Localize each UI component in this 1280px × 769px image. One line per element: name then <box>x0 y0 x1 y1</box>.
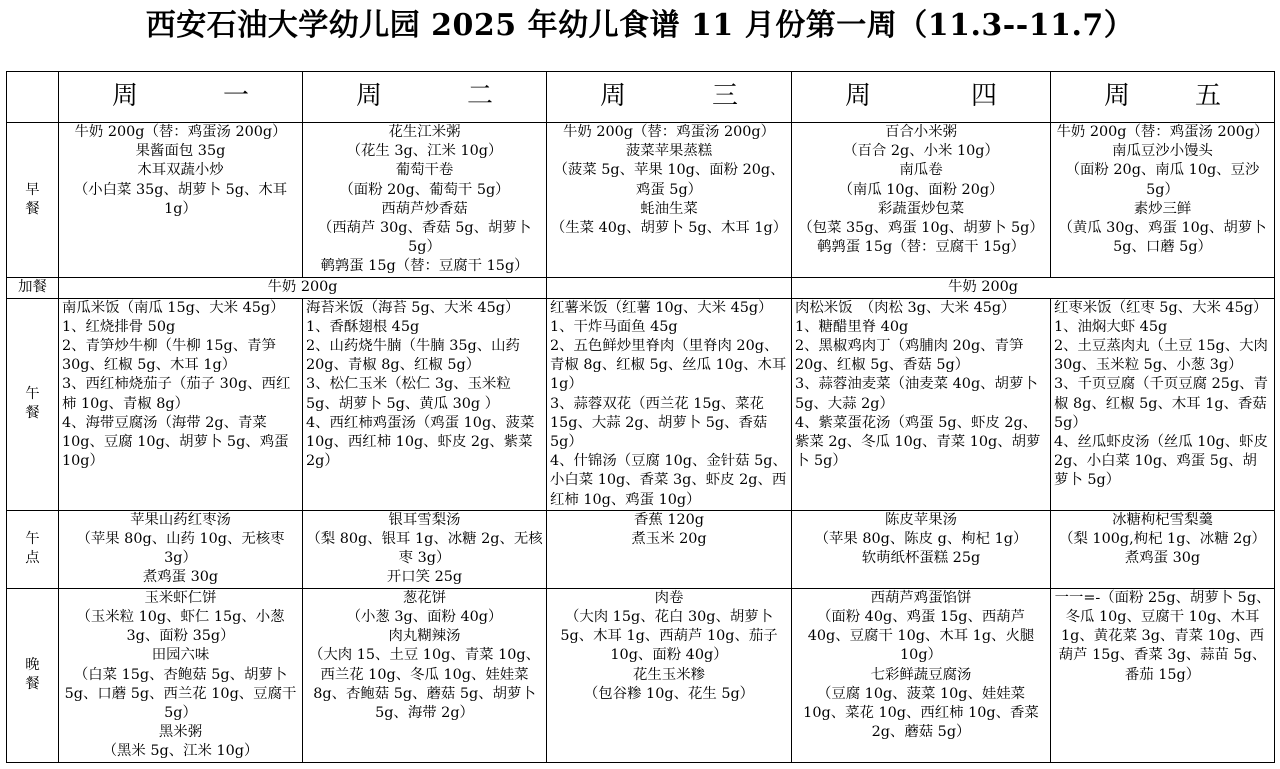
menu-line: 肉丸糊辣汤 <box>388 628 461 645</box>
menu-line: 1、糖醋里脊 40g <box>795 318 909 335</box>
menu-line: 牛奶 200g（替：鸡蛋汤 200g） <box>562 124 776 140</box>
menu-line: 田园六味 <box>151 647 210 664</box>
menu-line: 果酱面包 35g <box>135 143 226 160</box>
menu-line: （面粉 20g、葡萄干 5g） <box>339 181 510 198</box>
meal-label-char: 点 <box>25 550 40 567</box>
menu-line: 银耳雪梨汤 <box>388 511 461 528</box>
menu-line: 1、油焖大虾 45g <box>1054 318 1168 335</box>
menu-line: 鹌鹑蛋 15g（替：豆腐干 15g） <box>320 258 529 275</box>
meal-label-char: 早 <box>25 181 40 198</box>
menu-line: 鹌鹑蛋 15g（替：豆腐干 15g） <box>816 239 1026 256</box>
menu-line: 3、蒜蓉双花（西兰花 15g、菜花 15g、大蒜 2g、胡萝卜 5g、香菇 5g） <box>550 395 768 451</box>
menu-line: 2、五色鲜炒里脊肉（里脊肉 20g、青椒 8g、红椒 5g、丝瓜 10g、木耳 1g） <box>550 338 787 393</box>
page-title: 西安石油大学幼儿园 2025 年幼儿食谱 11 月份第一周（11.3--11.7） <box>145 8 1135 43</box>
menu-line: 南瓜卷 <box>899 162 943 179</box>
menu-line: 肉卷 <box>654 589 684 606</box>
meal-label-char: 午 <box>25 531 40 548</box>
menu-line: 菠菜苹果蒸糕 <box>625 143 713 160</box>
menu-line: 3、蒜蓉油麦菜（油麦菜 40g、胡萝卜 5g、大蒜 2g） <box>795 376 1038 412</box>
menu-line: 煮鸡蛋 30g <box>142 569 219 586</box>
day-char: 二 <box>466 81 493 112</box>
lunch-cell <box>303 298 547 510</box>
menu-line: 西葫芦鸡蛋馅饼 <box>870 589 972 606</box>
day-char: 一 <box>222 81 249 112</box>
dinner-cell <box>303 588 547 762</box>
menu-line: 3、西红柿烧茄子（茄子 30g、西红柿 10g、青椒 8g） <box>62 376 291 412</box>
day-char: 周 <box>600 81 627 112</box>
day-char: 周 <box>112 81 139 112</box>
lunch-cell <box>792 298 1051 510</box>
day-header-thu <box>792 72 1051 123</box>
day-char: 三 <box>711 81 738 112</box>
menu-line: 1、红烧排骨 50g <box>62 318 176 335</box>
lunch-cell <box>547 298 792 510</box>
day-header-wed <box>547 72 792 123</box>
menu-line: （小白菜 35g、胡萝卜 5g、木耳 1g） <box>73 181 288 217</box>
menu-line: 4、丝瓜虾皮汤（丝瓜 10g、虾皮 2g、小白菜 10g、鸡蛋 5g、胡萝卜 5g） <box>1054 434 1268 489</box>
day-char: 周 <box>1104 81 1131 112</box>
meal-label-char: 餐 <box>25 405 40 422</box>
addmeal-cell-thu-fri <box>792 277 1275 298</box>
menu-line: 海苔米饭（海苔 5g、大米 45g） <box>306 299 520 316</box>
menu-line: 香蕉 120g <box>633 511 705 528</box>
menu-line: 2、青笋炒牛柳（牛柳 15g、青笋 30g、红椒 5g、木耳 1g） <box>62 338 276 374</box>
menu-line: （大肉 15g、花白 30g、胡萝卜 5g、木耳 1g、西葫芦 10g、茄子 10g、面粉 40g） <box>560 609 778 664</box>
menu-line: 陈皮苹果汤 <box>885 511 957 528</box>
menu-line: 南瓜米饭（南瓜 15g、大米 45g） <box>62 299 285 316</box>
menu-line: 蚝油生菜 <box>640 200 698 217</box>
menu-line: 2、土豆蒸肉丸（土豆 15g、大肉 30g、玉米粒 5g、小葱 3g） <box>1054 338 1268 374</box>
menu-line: 彩蔬蛋炒包菜 <box>877 200 965 217</box>
menu-line: 1、干炸马面鱼 45g <box>550 318 678 335</box>
menu-line: （包菜 35g、鸡蛋 10g、胡萝卜 5g） <box>798 220 1044 237</box>
meal-label-char: 餐 <box>25 200 40 217</box>
menu-line: （面粉 20g、南瓜 10g、豆沙 5g） <box>1065 162 1260 198</box>
menu-line: 冰糖枸杞雪梨羹 <box>1112 511 1213 528</box>
breakfast-cell <box>792 123 1051 278</box>
meal-label-snack <box>7 510 59 588</box>
menu-line: 素炒三鲜 <box>1133 200 1192 217</box>
menu-line: （西葫芦 30g、香菇 5g、胡萝卜 5g） <box>317 220 532 256</box>
day-char: 周 <box>356 81 383 112</box>
breakfast-row <box>7 123 1275 278</box>
breakfast-cell <box>1051 123 1275 278</box>
menu-line: 3、松仁玉米（松仁 3g、玉米粒 5g、胡萝卜 5g、黄瓜 30g ） <box>306 376 511 412</box>
snack-cell <box>547 510 792 588</box>
menu-line: 4、什锦汤（豆腐 10g、金针菇 5g、小白菜 10g、香菜 3g、虾皮 2g、西红柿 10g、鸡蛋 10g） <box>550 453 787 508</box>
menu-line: （包谷糁 10g、花生 5g） <box>583 685 755 702</box>
menu-line: 红薯米饭（红薯 10g、大米 45g） <box>550 299 773 316</box>
dinner-cell <box>792 588 1051 762</box>
menu-line: 花生玉米糁 <box>633 666 705 683</box>
breakfast-cell <box>547 123 792 278</box>
menu-line: 七彩鲜蔬豆腐汤 <box>870 666 972 683</box>
menu-line: 西葫芦炒香菇 <box>381 200 468 217</box>
menu-line: （苹果 80g、山药 10g、无核枣 3g） <box>76 531 285 567</box>
dinner-cell <box>547 588 792 762</box>
menu-line: 2、黑椒鸡肉丁（鸡脯肉 20g、青笋 20g、红椒 5g、香菇 5g） <box>795 338 1024 374</box>
dinner-row <box>7 588 1275 762</box>
menu-line: 2、山药烧牛腩（牛腩 35g、山药 20g、青椒 8g、红椒 5g） <box>306 338 520 374</box>
menu-line: （白菜 15g、杏鲍菇 5g、胡萝卜 5g、口蘑 5g、西兰花 10g、豆腐干 5g） <box>64 666 297 722</box>
menu-line: （南瓜 10g、面粉 20g） <box>838 181 1004 198</box>
menu-line: 4、海带豆腐汤（海带 2g、青菜 10g、豆腐 10g、胡萝卜 5g、鸡蛋 10g） <box>62 414 289 470</box>
breakfast-cell <box>59 123 303 278</box>
meal-label-lunch <box>7 298 59 510</box>
dinner-cell <box>59 588 303 762</box>
menu-line: 花生江米粥 <box>388 124 461 140</box>
menu-line: 苹果山药红枣汤 <box>130 511 231 528</box>
addmeal-cell-mon-tue: 牛奶 200g <box>59 277 547 298</box>
snack-cell <box>792 510 1051 588</box>
menu-line: （梨 100g,枸杞 1g、冰糖 2g） <box>1059 531 1266 548</box>
menu-table <box>6 71 1275 763</box>
menu-line: 玉米虾仁饼 <box>144 589 217 606</box>
menu-line: （大肉 15、土豆 10g、青菜 10g、西兰花 10g、冬瓜 10g、娃娃菜 8g、杏鲍菇 5g、蘑菇 5g、胡萝卜 5g、海带 2g） <box>309 647 540 722</box>
menu-line: 软萌纸杯蛋糕 25g <box>861 550 981 567</box>
menu-line: （苹果 80g、陈皮 g、枸杞 1g） <box>814 531 1028 548</box>
meal-label-char: 晚 <box>25 657 40 674</box>
menu-line: （面粉 40g、鸡蛋 15g、西葫芦 40g、豆腐干 10g、木耳 1g、火腿 10g） <box>807 609 1035 664</box>
addmeal-cell-wed <box>547 277 792 298</box>
menu-line: 煮鸡蛋 30g <box>1124 550 1201 567</box>
menu-line: 南瓜豆沙小馒头 <box>1112 143 1213 160</box>
breakfast-cell <box>303 123 547 278</box>
snack-cell <box>1051 510 1275 588</box>
day-header-mon <box>59 72 303 123</box>
menu-line: 葡萄干卷 <box>395 162 454 179</box>
menu-line: （黑米 5g、江米 10g） <box>102 743 259 760</box>
menu-line: 4、西红柿鸡蛋汤（鸡蛋 10g、菠菜 10g、西红柿 10g、虾皮 2g、紫菜 2g） <box>306 414 535 470</box>
meal-label-char: 餐 <box>25 676 40 693</box>
menu-line: （黄瓜 30g、鸡蛋 10g、胡萝卜 5g、口蘑 5g） <box>1058 220 1267 256</box>
menu-line: 牛奶 200g（替：鸡蛋汤 200g） <box>74 124 287 140</box>
day-header-tue <box>303 72 547 123</box>
menu-line: 牛奶 200g（替：鸡蛋汤 200g） <box>1056 124 1269 140</box>
lunch-cell <box>59 298 303 510</box>
snack-cell <box>303 510 547 588</box>
lunch-row <box>7 298 1275 510</box>
menu-line: 红枣米饭（红枣 5g、大米 45g） <box>1054 299 1268 316</box>
day-char: 五 <box>1194 81 1221 112</box>
menu-line: 肉松米饭 （肉松 3g、大米 45g） <box>795 299 1016 316</box>
menu-line: 一一=-（面粉 25g、胡萝卜 5g、冬瓜 10g、豆腐干 10g、木耳 1g、黄花菜 3g、青菜 10g、西葫芦 15g、香菜 3g、蒜苗 5g、番茄 15g） <box>1054 589 1271 683</box>
menu-line: 1、香酥翅根 45g <box>306 318 420 335</box>
menu-line: 黑米粥 <box>158 724 203 741</box>
menu-line: （菠菜 5g、苹果 10g、面粉 20g、鸡蛋 5g） <box>553 162 785 198</box>
day-header-fri <box>1051 72 1275 123</box>
corner-cell <box>7 72 59 123</box>
menu-line: 木耳双蔬小炒 <box>137 162 224 179</box>
menu-line: 煮玉米 20g <box>631 531 707 548</box>
menu-line: 4、紫菜蛋花汤（鸡蛋 5g、虾皮 2g、紫菜 2g、冬瓜 10g、青菜 10g、胡萝卜 5g） <box>795 414 1041 470</box>
snack-cell <box>59 510 303 588</box>
menu-line: （生菜 40g、胡萝卜 5g、木耳 1g） <box>550 220 788 237</box>
menu-line: 葱花饼 <box>402 589 447 606</box>
menu-line: （小葱 3g、面粉 40g） <box>346 609 503 626</box>
meal-label-breakfast <box>7 123 59 278</box>
menu-line: （梨 80g、银耳 1g、冰糖 2g、无核枣 3g） <box>306 531 543 567</box>
menu-line: 3、千页豆腐（千页豆腐 25g、青椒 8g、红椒 5g、木耳 1g、香菇 5g） <box>1054 376 1268 431</box>
menu-line: 开口笑 25g <box>386 569 463 586</box>
menu-line: （百合 2g、小米 10g） <box>843 143 999 160</box>
addmeal-text: 牛奶 200g <box>947 278 1019 295</box>
menu-line: （豆腐 10g、菠菜 10g、娃娃菜 10g、菜花 10g、西红柿 10g、香菜 2g、蘑菇 5g） <box>803 685 1039 741</box>
dinner-cell <box>1051 588 1275 762</box>
day-char: 四 <box>970 81 997 112</box>
menu-line: （玉米粒 10g、虾仁 15g、小葱 3g、面粉 35g） <box>76 609 285 645</box>
meal-label-dinner <box>7 588 59 762</box>
lunch-cell <box>1051 298 1275 510</box>
day-char: 周 <box>845 81 872 112</box>
meal-label-addmeal: 加餐 <box>7 277 59 298</box>
addmeal-row <box>7 277 1275 298</box>
meal-label-char: 午 <box>25 386 40 403</box>
snack-row <box>7 510 1275 588</box>
menu-line: 百合小米粥 <box>885 124 957 140</box>
header-row <box>7 72 1275 123</box>
menu-line: （花生 3g、江米 10g） <box>346 143 503 160</box>
